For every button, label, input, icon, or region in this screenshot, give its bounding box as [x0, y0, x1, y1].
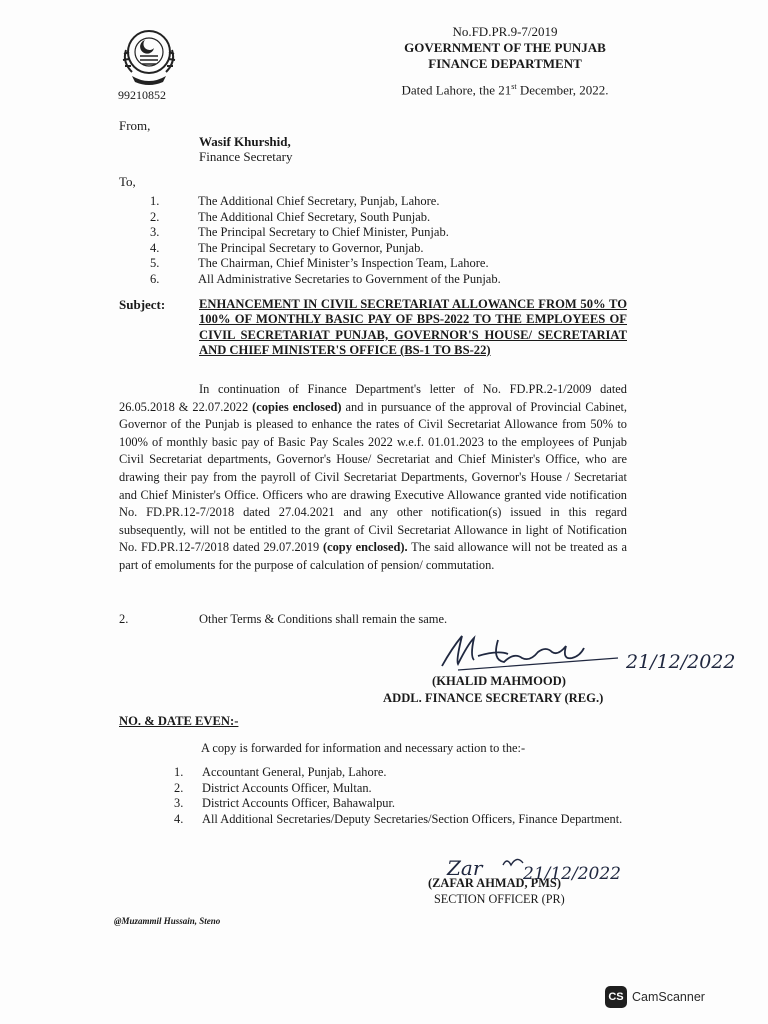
file-number: No.FD.PR.9-7/2019 — [452, 24, 558, 39]
item-number: 5. — [150, 256, 160, 270]
subject-label: Subject: — [119, 297, 166, 312]
recipient-list — [150, 194, 570, 287]
list-item — [150, 272, 570, 288]
punjab-government-emblem-icon — [118, 20, 180, 88]
item-number: 6. — [150, 271, 160, 286]
item-text: District Accounts Officer, Bahawalpur. — [202, 796, 395, 810]
p1-part-a: In continuation of Finance Department's letter of No. FD.PR.2-1/2009 dated 26.05.2018 & 22.07.2022 — [119, 382, 627, 414]
item-number: 1. — [174, 765, 184, 779]
list-item — [150, 241, 570, 257]
date-suffix: December, 2022. — [516, 82, 609, 98]
item-text: The Chairman, Chief Minister’s Inspection Team, Lahore. — [198, 256, 489, 270]
signature-initial: Zar — [447, 856, 483, 880]
signature-khalid-mahmood — [438, 626, 736, 676]
item-text: The Principal Secretary to Chief Minister, Punjab. — [198, 225, 449, 239]
item-number: 4. — [150, 240, 160, 255]
sender-title: Finance Secretary — [199, 149, 293, 164]
date-prefix: Dated Lahore, the 21 — [401, 82, 512, 98]
signatory-name: (KHALID MAHMOOD) — [432, 674, 566, 688]
list-item — [150, 256, 570, 272]
department-heading: FINANCE DEPARTMENT — [428, 56, 582, 71]
item-text: The Additional Chief Secretary, South Punjab. — [198, 209, 431, 224]
to-label: To, — [119, 174, 136, 189]
signatory-title: SECTION OFFICER (PR) — [434, 892, 565, 906]
document-id: 99210852 — [118, 88, 166, 102]
list-item — [150, 225, 570, 241]
letter-date — [345, 82, 665, 98]
body-paragraph-2 — [119, 612, 627, 627]
from-label: From, — [119, 118, 151, 133]
camscanner-watermark — [605, 986, 705, 1008]
item-number: 2. — [150, 209, 160, 224]
paragraph-number: 2. — [119, 612, 129, 626]
subject-text: ENHANCEMENT IN CIVIL SECRETARIAT ALLOWANCE FROM 50% TO 100% OF MONTHLY BASIC PAY OF BPS-2022 TO THE EMPLOYEES OF CIVIL SECRETARIAT PUNJAB, GOVERNOR'S HOUSE/ SECRETARIAT AND CHIEF MINISTER'S OFFICE (BS-1 TO BS-22) — [199, 297, 627, 357]
p1-part-c: and in pursuance of the approval of Provincial Cabinet, Governor of the Punjab is pleased to enhance the rates of Civil Secretariat Allowance from 50% to 100% of monthly basic pay of Basic Pay Scales 2022 w.e.f. 01.01.2023 to the employees of Punjab Civil Secretariat departments, Governor's House/ Secretariat and Chief Minister's Office, who are drawing their pay from the payroll of Civil Secretariat Departments, Governor's House / Secretariat and Chief Minister's Office. Officers who are drawing Executive Allowance granted vide notification No. FD.PR.12-7/2018 dated 27.04.2021 and any other notification(s) issued in this regard subsequently, will not be entitled to the grant of Civil Secretariat Allowance in light of Notification No. FD.PR.12-7/2018 dated 29.07.2019 — [119, 399, 627, 555]
item-text: District Accounts Officer, Multan. — [202, 780, 372, 795]
p1-copies-enclosed: (copies enclosed) — [252, 399, 342, 414]
signature-date: 21/12/2022 — [626, 651, 736, 673]
item-number: 3. — [150, 225, 160, 239]
paragraph-text: Other Terms & Conditions shall remain the same. — [199, 612, 448, 626]
item-text: The Additional Chief Secretary, Punjab, Lahore. — [198, 194, 440, 208]
signatory-title: ADDL. FINANCE SECRETARY (REG.) — [383, 691, 604, 705]
camscanner-label: CamScanner — [632, 990, 705, 1004]
no-date-even-heading: NO. & DATE EVEN:- — [119, 714, 239, 728]
list-item — [174, 765, 629, 780]
sender-name: Wasif Khurshid, — [199, 134, 291, 149]
p1-part-e: The said allowance will not be treated as a part of emoluments for the purpose of calculation of pension/ commutation. — [119, 540, 627, 572]
item-text: The Principal Secretary to Governor, Punjab. — [198, 240, 424, 255]
camscanner-logo-icon: CS — [605, 986, 627, 1008]
list-item — [150, 210, 570, 226]
steno-note: @Muzammil Hussain, Steno — [114, 916, 221, 926]
item-text: All Administrative Secretaries to Government of the Punjab. — [198, 271, 501, 286]
item-number: 3. — [174, 796, 184, 810]
list-item — [174, 781, 629, 796]
item-text: Accountant General, Punjab, Lahore. — [202, 765, 387, 779]
copy-list — [174, 765, 629, 827]
list-item — [150, 194, 570, 210]
item-text: All Additional Secretaries/Deputy Secretaries/Section Officers, Finance Department. — [202, 811, 623, 826]
item-number: 1. — [150, 194, 160, 208]
date-ordinal: st — [511, 82, 517, 91]
signature-date: 21/12/2022 — [523, 864, 621, 884]
item-number: 2. — [174, 780, 184, 795]
signatory-name: (ZAFAR AHMAD, PMS) — [428, 876, 561, 890]
item-number: 4. — [174, 811, 184, 826]
list-item — [174, 812, 629, 827]
body-paragraph-1 — [119, 381, 627, 575]
list-item — [174, 796, 629, 811]
copy-forward-intro: A copy is forwarded for information and necessary action to the:- — [201, 741, 526, 755]
government-heading: GOVERNMENT OF THE PUNJAB — [404, 40, 606, 55]
p1-copy-enclosed: (copy enclosed). — [322, 540, 408, 555]
